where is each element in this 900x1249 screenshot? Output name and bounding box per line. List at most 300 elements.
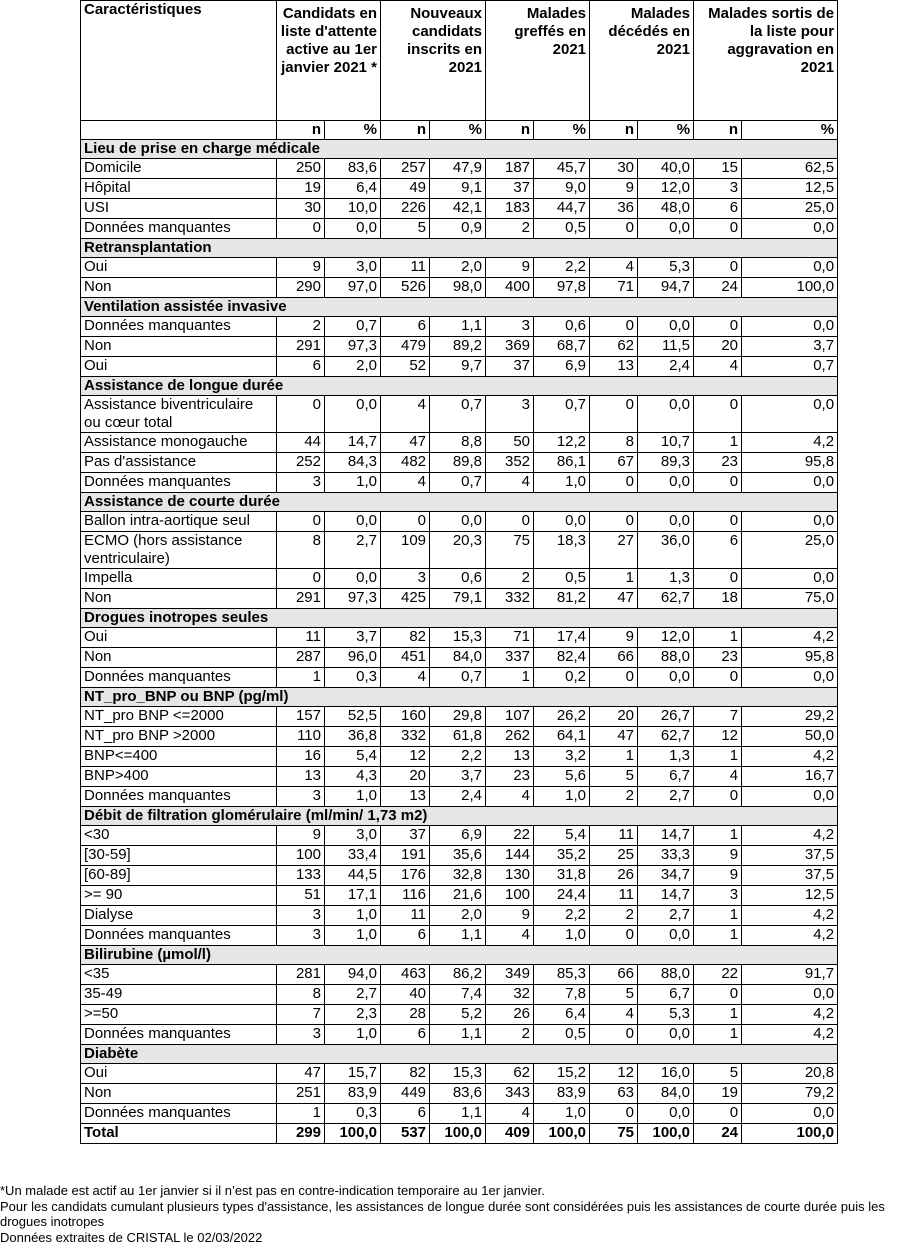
table-row	[81, 357, 838, 377]
cell-pct: 16,0	[638, 1064, 694, 1084]
table-row	[81, 707, 838, 727]
cell-pct: 2,7	[325, 985, 381, 1005]
cell-n: 5	[694, 1064, 742, 1084]
row-label: ECMO (hors assistance ventriculaire)	[81, 532, 277, 569]
cell-pct: 37,5	[742, 866, 838, 886]
cell-pct: 100,0	[638, 1124, 694, 1144]
cell-n: 409	[486, 1124, 534, 1144]
header-n: n	[694, 121, 742, 140]
cell-n: 8	[277, 532, 325, 569]
cell-n: 451	[381, 648, 430, 668]
cell-pct: 15,3	[430, 628, 486, 648]
cell-pct: 0,9	[430, 219, 486, 239]
header-n: n	[277, 121, 325, 140]
cell-pct: 0,5	[534, 1025, 590, 1045]
section-header-row	[81, 493, 838, 512]
cell-pct: 48,0	[638, 199, 694, 219]
cell-pct: 36,8	[325, 727, 381, 747]
cell-n: 0	[694, 512, 742, 532]
row-label: Non	[81, 1084, 277, 1104]
cell-n: 18	[694, 589, 742, 609]
table-row	[81, 906, 838, 926]
cell-n: 2	[486, 569, 534, 589]
cell-n: 482	[381, 453, 430, 473]
cell-n: 66	[590, 965, 638, 985]
cell-n: 13	[486, 747, 534, 767]
cell-pct: 0,7	[430, 396, 486, 433]
cell-n: 0	[694, 787, 742, 807]
cell-pct: 14,7	[638, 826, 694, 846]
cell-pct: 8,8	[430, 433, 486, 453]
cell-pct: 83,6	[430, 1084, 486, 1104]
table-row	[81, 648, 838, 668]
row-label: BNP>400	[81, 767, 277, 787]
table-row	[81, 199, 838, 219]
table-row	[81, 337, 838, 357]
cell-pct: 1,1	[430, 1104, 486, 1124]
cell-n: 12	[694, 727, 742, 747]
cell-pct: 1,3	[638, 569, 694, 589]
header-pct: %	[430, 121, 486, 140]
cell-pct: 0,0	[742, 512, 838, 532]
cell-pct: 12,5	[742, 179, 838, 199]
row-label: Non	[81, 589, 277, 609]
cell-pct: 79,2	[742, 1084, 838, 1104]
table-row	[81, 767, 838, 787]
cell-n: 2	[486, 1025, 534, 1045]
cell-n: 62	[590, 337, 638, 357]
row-label: Hôpital	[81, 179, 277, 199]
cell-pct: 17,4	[534, 628, 590, 648]
cell-n: 7	[277, 1005, 325, 1025]
cell-n: 425	[381, 589, 430, 609]
cell-n: 287	[277, 648, 325, 668]
cell-pct: 75,0	[742, 589, 838, 609]
cell-pct: 3,7	[430, 767, 486, 787]
cell-pct: 12,2	[534, 433, 590, 453]
cell-pct: 37,5	[742, 846, 838, 866]
row-label: Ballon intra-aortique seul	[81, 512, 277, 532]
cell-n: 349	[486, 965, 534, 985]
cell-n: 0	[694, 985, 742, 1005]
cell-n: 26	[590, 866, 638, 886]
cell-pct: 25,0	[742, 532, 838, 569]
cell-n: 22	[694, 965, 742, 985]
cell-pct: 96,0	[325, 648, 381, 668]
cell-pct: 5,4	[534, 826, 590, 846]
cell-pct: 4,2	[742, 906, 838, 926]
cell-pct: 36,0	[638, 532, 694, 569]
cell-pct: 1,0	[534, 473, 590, 493]
cell-n: 183	[486, 199, 534, 219]
footnote-data-source: Données extraites de CRISTAL le 02/03/2022	[0, 1229, 263, 1245]
cell-n: 13	[277, 767, 325, 787]
cell-n: 3	[486, 317, 534, 337]
cell-pct: 94,7	[638, 278, 694, 298]
cell-n: 37	[486, 179, 534, 199]
cell-n: 352	[486, 453, 534, 473]
cell-n: 291	[277, 337, 325, 357]
cell-n: 16	[277, 747, 325, 767]
cell-pct: 0,2	[534, 668, 590, 688]
cell-pct: 1,1	[430, 317, 486, 337]
cell-n: 4	[381, 668, 430, 688]
cell-pct: 14,7	[638, 886, 694, 906]
table-row	[81, 512, 838, 532]
cell-pct: 0,0	[742, 473, 838, 493]
cell-n: 157	[277, 707, 325, 727]
cell-pct: 17,1	[325, 886, 381, 906]
cell-n: 75	[486, 532, 534, 569]
cell-pct: 6,7	[638, 985, 694, 1005]
section-header-row	[81, 688, 838, 707]
cell-n: 15	[694, 159, 742, 179]
cell-pct: 0,0	[638, 512, 694, 532]
cell-n: 9	[486, 258, 534, 278]
header-n: n	[590, 121, 638, 140]
table-row	[81, 965, 838, 985]
row-label: NT_pro BNP >2000	[81, 727, 277, 747]
cell-n: 47	[277, 1064, 325, 1084]
table-row	[81, 396, 838, 433]
cell-n: 19	[694, 1084, 742, 1104]
cell-pct: 6,9	[430, 826, 486, 846]
cell-n: 0	[694, 569, 742, 589]
cell-n: 191	[381, 846, 430, 866]
cell-pct: 88,0	[638, 965, 694, 985]
section-header-row	[81, 298, 838, 317]
cell-pct: 100,0	[430, 1124, 486, 1144]
cell-pct: 84,0	[430, 648, 486, 668]
cell-pct: 45,7	[534, 159, 590, 179]
cell-n: 0	[694, 258, 742, 278]
cell-n: 4	[486, 473, 534, 493]
cell-pct: 0,0	[325, 569, 381, 589]
cell-pct: 100,0	[742, 1124, 838, 1144]
characteristics-table	[80, 0, 838, 1144]
cell-pct: 5,6	[534, 767, 590, 787]
section-header-row	[81, 1045, 838, 1064]
cell-pct: 61,8	[430, 727, 486, 747]
cell-n: 6	[381, 317, 430, 337]
table-row	[81, 926, 838, 946]
cell-pct: 97,0	[325, 278, 381, 298]
table-row	[81, 159, 838, 179]
cell-n: 250	[277, 159, 325, 179]
cell-n: 7	[694, 707, 742, 727]
cell-n: 37	[381, 826, 430, 846]
cell-n: 4	[381, 473, 430, 493]
cell-n: 1	[694, 628, 742, 648]
cell-n: 1	[694, 433, 742, 453]
cell-pct: 16,7	[742, 767, 838, 787]
cell-n: 9	[694, 846, 742, 866]
cell-pct: 2,2	[534, 906, 590, 926]
cell-pct: 35,6	[430, 846, 486, 866]
cell-pct: 0,0	[325, 219, 381, 239]
row-label: BNP<=400	[81, 747, 277, 767]
cell-pct: 33,3	[638, 846, 694, 866]
cell-n: 1	[694, 747, 742, 767]
cell-n: 226	[381, 199, 430, 219]
table-row	[81, 747, 838, 767]
cell-n: 66	[590, 648, 638, 668]
cell-n: 3	[277, 906, 325, 926]
cell-pct: 0,7	[534, 396, 590, 433]
table-row	[81, 473, 838, 493]
cell-n: 50	[486, 433, 534, 453]
cell-pct: 12,5	[742, 886, 838, 906]
row-label: Oui	[81, 357, 277, 377]
cell-n: 9	[590, 179, 638, 199]
cell-n: 0	[694, 219, 742, 239]
cell-n: 0	[694, 1104, 742, 1124]
cell-n: 36	[590, 199, 638, 219]
cell-n: 3	[277, 1025, 325, 1045]
cell-n: 3	[277, 787, 325, 807]
cell-n: 1	[590, 569, 638, 589]
cell-n: 62	[486, 1064, 534, 1084]
cell-pct: 9,7	[430, 357, 486, 377]
row-label: Dialyse	[81, 906, 277, 926]
cell-pct: 50,0	[742, 727, 838, 747]
cell-pct: 0,0	[742, 258, 838, 278]
cell-pct: 2,3	[325, 1005, 381, 1025]
cell-pct: 32,8	[430, 866, 486, 886]
cell-pct: 95,8	[742, 648, 838, 668]
cell-pct: 0,0	[534, 512, 590, 532]
cell-pct: 0,0	[325, 512, 381, 532]
cell-n: 0	[590, 1104, 638, 1124]
cell-pct: 62,5	[742, 159, 838, 179]
cell-n: 6	[694, 199, 742, 219]
cell-pct: 100,0	[742, 278, 838, 298]
cell-pct: 84,3	[325, 453, 381, 473]
cell-pct: 89,3	[638, 453, 694, 473]
cell-pct: 4,3	[325, 767, 381, 787]
cell-n: 262	[486, 727, 534, 747]
cell-n: 537	[381, 1124, 430, 1144]
cell-n: 4	[694, 357, 742, 377]
cell-pct: 79,1	[430, 589, 486, 609]
cell-pct: 15,3	[430, 1064, 486, 1084]
cell-pct: 7,8	[534, 985, 590, 1005]
cell-n: 67	[590, 453, 638, 473]
cell-pct: 1,0	[325, 906, 381, 926]
cell-n: 3	[486, 396, 534, 433]
cell-pct: 0,0	[638, 396, 694, 433]
cell-n: 2	[486, 219, 534, 239]
cell-pct: 62,7	[638, 727, 694, 747]
section-title: Drogues inotropes seules	[81, 609, 838, 628]
row-label: Oui	[81, 1064, 277, 1084]
cell-n: 30	[277, 199, 325, 219]
cell-n: 23	[694, 648, 742, 668]
cell-pct: 100,0	[534, 1124, 590, 1144]
cell-n: 32	[486, 985, 534, 1005]
cell-pct: 26,7	[638, 707, 694, 727]
row-label: Données manquantes	[81, 787, 277, 807]
cell-pct: 0,7	[325, 317, 381, 337]
cell-n: 37	[486, 357, 534, 377]
cell-n: 6	[381, 1104, 430, 1124]
cell-pct: 18,3	[534, 532, 590, 569]
row-label: Pas d'assistance	[81, 453, 277, 473]
cell-pct: 44,7	[534, 199, 590, 219]
cell-pct: 0,6	[534, 317, 590, 337]
cell-pct: 26,2	[534, 707, 590, 727]
cell-n: 3	[277, 926, 325, 946]
cell-n: 0	[590, 512, 638, 532]
cell-pct: 2,4	[638, 357, 694, 377]
cell-pct: 88,0	[638, 648, 694, 668]
cell-pct: 4,2	[742, 747, 838, 767]
cell-pct: 12,0	[638, 179, 694, 199]
table-row	[81, 787, 838, 807]
cell-pct: 86,2	[430, 965, 486, 985]
cell-n: 3	[694, 886, 742, 906]
section-header-row	[81, 609, 838, 628]
cell-pct: 0,0	[430, 512, 486, 532]
cell-n: 3	[277, 473, 325, 493]
cell-pct: 0,6	[430, 569, 486, 589]
cell-n: 290	[277, 278, 325, 298]
cell-pct: 3,2	[534, 747, 590, 767]
cell-pct: 0,0	[742, 1104, 838, 1124]
cell-n: 176	[381, 866, 430, 886]
table-row	[81, 668, 838, 688]
cell-n: 337	[486, 648, 534, 668]
row-label: 35-49	[81, 985, 277, 1005]
cell-n: 187	[486, 159, 534, 179]
cell-n: 71	[590, 278, 638, 298]
row-label: [30-59]	[81, 846, 277, 866]
section-title: Diabète	[81, 1045, 838, 1064]
cell-n: 0	[590, 926, 638, 946]
cell-n: 252	[277, 453, 325, 473]
cell-n: 47	[590, 727, 638, 747]
table-row	[81, 628, 838, 648]
cell-pct: 1,0	[325, 473, 381, 493]
cell-pct: 0,0	[742, 396, 838, 433]
row-label: Total	[81, 1124, 277, 1144]
cell-pct: 4,2	[742, 1025, 838, 1045]
cell-pct: 6,9	[534, 357, 590, 377]
cell-n: 8	[590, 433, 638, 453]
cell-pct: 5,3	[638, 1005, 694, 1025]
cell-n: 26	[486, 1005, 534, 1025]
cell-pct: 97,3	[325, 337, 381, 357]
cell-pct: 0,0	[325, 396, 381, 433]
table-row	[81, 1104, 838, 1124]
table-row	[81, 589, 838, 609]
cell-n: 107	[486, 707, 534, 727]
section-title: Lieu de prise en charge médicale	[81, 140, 838, 159]
cell-pct: 4,2	[742, 628, 838, 648]
cell-pct: 47,9	[430, 159, 486, 179]
cell-n: 291	[277, 589, 325, 609]
cell-n: 0	[590, 317, 638, 337]
cell-pct: 3,7	[742, 337, 838, 357]
cell-n: 30	[590, 159, 638, 179]
cell-n: 1	[486, 668, 534, 688]
cell-n: 2	[590, 906, 638, 926]
row-label: NT_pro BNP <=2000	[81, 707, 277, 727]
cell-n: 13	[381, 787, 430, 807]
table-row	[81, 532, 838, 569]
cell-pct: 0,3	[325, 1104, 381, 1124]
cell-n: 24	[694, 278, 742, 298]
cell-n: 2	[277, 317, 325, 337]
cell-n: 63	[590, 1084, 638, 1104]
cell-pct: 82,4	[534, 648, 590, 668]
cell-pct: 21,6	[430, 886, 486, 906]
cell-n: 100	[486, 886, 534, 906]
cell-n: 0	[277, 512, 325, 532]
cell-n: 1	[694, 926, 742, 946]
cell-pct: 83,9	[534, 1084, 590, 1104]
cell-pct: 3,0	[325, 826, 381, 846]
cell-n: 130	[486, 866, 534, 886]
cell-n: 20	[590, 707, 638, 727]
cell-pct: 5,3	[638, 258, 694, 278]
footnotes	[0, 1183, 900, 1245]
cell-pct: 42,1	[430, 199, 486, 219]
row-label: Données manquantes	[81, 473, 277, 493]
cell-pct: 95,8	[742, 453, 838, 473]
cell-pct: 15,2	[534, 1064, 590, 1084]
header-group-waiting-list: Candidats en liste d'attente active au 1er janvier 2021 *	[277, 1, 381, 121]
cell-n: 0	[694, 473, 742, 493]
cell-pct: 6,4	[325, 179, 381, 199]
cell-pct: 85,3	[534, 965, 590, 985]
header-n: n	[381, 121, 430, 140]
row-label: Assistance monogauche	[81, 433, 277, 453]
cell-pct: 1,3	[638, 747, 694, 767]
row-label: Données manquantes	[81, 317, 277, 337]
cell-n: 1	[277, 1104, 325, 1124]
header-caracteristiques: Caractéristiques	[81, 1, 277, 121]
cell-n: 22	[486, 826, 534, 846]
table-row	[81, 985, 838, 1005]
section-header-row	[81, 807, 838, 826]
cell-n: 6	[381, 926, 430, 946]
cell-n: 23	[694, 453, 742, 473]
cell-n: 1	[277, 668, 325, 688]
section-header-row	[81, 946, 838, 965]
cell-n: 44	[277, 433, 325, 453]
cell-n: 0	[486, 512, 534, 532]
section-title: Débit de filtration glomérulaire (ml/min/ 1,73 m2)	[81, 807, 838, 826]
row-label: Données manquantes	[81, 1025, 277, 1045]
section-title: Bilirubine (µmol/l)	[81, 946, 838, 965]
cell-pct: 5,2	[430, 1005, 486, 1025]
cell-pct: 4,2	[742, 926, 838, 946]
cell-n: 4	[486, 1104, 534, 1124]
cell-pct: 2,0	[325, 357, 381, 377]
cell-pct: 0,5	[534, 219, 590, 239]
cell-pct: 2,7	[638, 787, 694, 807]
cell-n: 71	[486, 628, 534, 648]
row-label: Assistance biventriculaire ou cœur total	[81, 396, 277, 433]
cell-n: 9	[590, 628, 638, 648]
table-row	[81, 846, 838, 866]
cell-pct: 0,5	[534, 569, 590, 589]
cell-pct: 89,8	[430, 453, 486, 473]
cell-n: 47	[381, 433, 430, 453]
cell-n: 0	[590, 219, 638, 239]
cell-pct: 0,0	[638, 1025, 694, 1045]
